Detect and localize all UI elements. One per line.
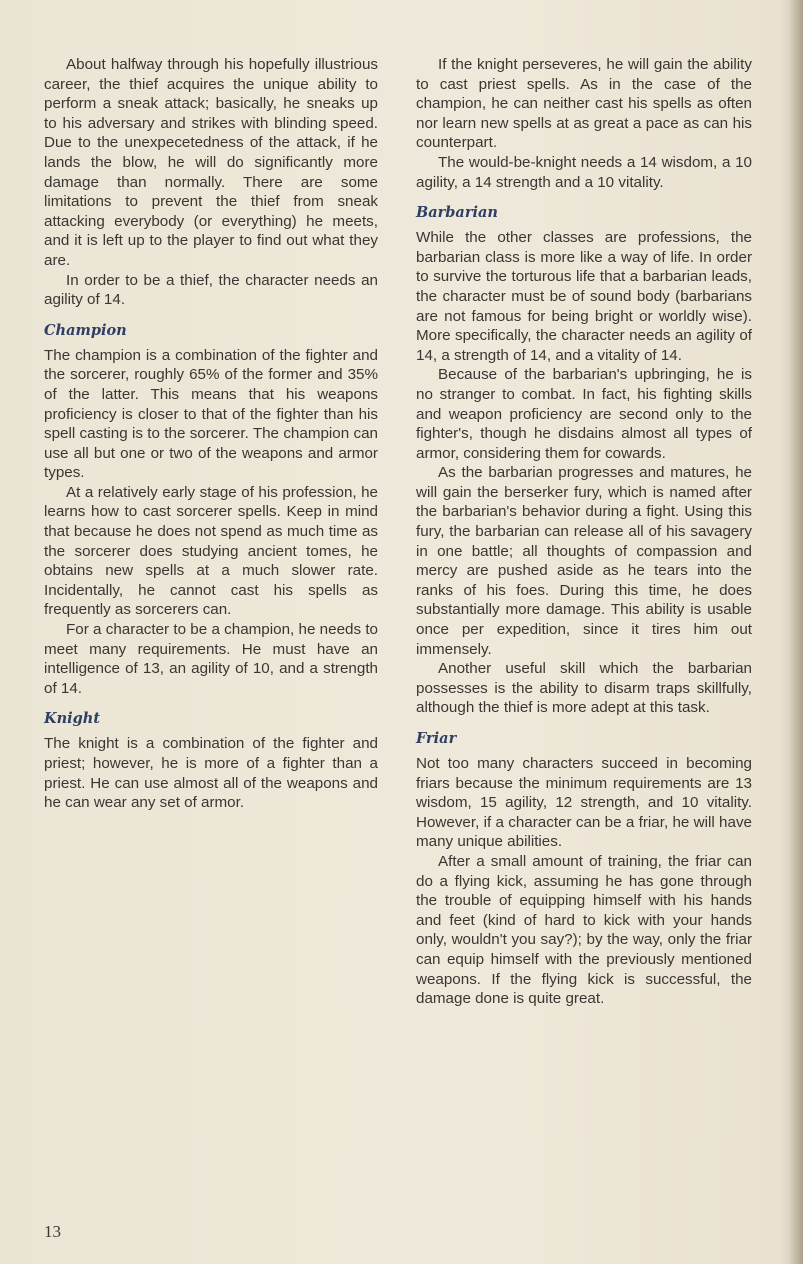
right-column bbox=[416, 55, 752, 1009]
knight-paragraph-2: If the knight perseveres, he will gain the ability to cast priest spells. As in the case of the champion, he can neither cast his spells as often nor learn new spells at as great a pace as can his counterpart. bbox=[416, 56, 752, 152]
champion-heading: Champion bbox=[44, 321, 127, 339]
barbarian-paragraph-3: As the barbarian progresses and matures, he will gain the berserker fury, which is named after the barbarian's behavior during a fight. Using this fury, the barbarian can release all of his savagery in one battle; all thoughts of compassion and mercy are pushed aside as he tears into the ranks of his foes. During this time, he does substantially more damage. This ability is usable once per expedition, since it tires him out immensely. bbox=[416, 464, 752, 658]
left-column bbox=[44, 55, 378, 813]
knight-requirements-paragraph: The would-be-knight needs a 14 wisdom, a 10 agility, a 14 strength and a 10 vitality. bbox=[416, 153, 752, 191]
page-edge-shadow bbox=[789, 0, 803, 1264]
friar-paragraph-2: After a small amount of training, the friar can do a flying kick, assuming he has gone through the trouble of equipping himself with his hands and feet (kind of hard to kick with your hands only, wouldn't you say?); by the way, only the friar can equip himself with the previously mentioned weapons. If the flying kick is successful, the damage done is quite great. bbox=[416, 852, 752, 1008]
friar-heading: Friar bbox=[416, 730, 457, 747]
page-number: 13 bbox=[44, 1222, 61, 1241]
knight-paragraph-1: The knight is a combination of the fighter and priest; however, he is more of a fighter than a priest. He can use almost all of the weapons and he can wear any set of armor. bbox=[44, 735, 378, 812]
barbarian-paragraph-1: While the other classes are professions, the barbarian class is more like a way of life. In order to survive the torturous life that a barbarian leads, the character must be of sound body (barbarians are not famous for being bright or worldly wise). More specifically, the character needs an agility of 14, a strength of 14, and a vitality of 14. bbox=[416, 229, 752, 364]
thief-requirements-paragraph: In order to be a thief, the character needs an agility of 14. bbox=[44, 271, 378, 309]
champion-paragraph-2: At a relatively early stage of his profession, he learns how to cast sorcerer spells. Keep in mind that because he does not spend as much time as the sorcerer does studying ancient tomes, he obtains new spells at a much slower rate. Incidentally, he cannot cast his spells as frequently as sorcerers can. bbox=[44, 483, 378, 619]
champion-paragraph-1: The champion is a combination of the fighter and the sorcerer, roughly 65% of the former and 35% of the latter. This means that his weapons proficiency is closer to that of the fighter than his spell casting is to the sorcerer. The champion can use all but one or two of the weapons and armor types. bbox=[44, 346, 378, 482]
barbarian-heading: Barbarian bbox=[416, 204, 498, 222]
barbarian-paragraph-2: Because of the barbarian's upbringing, he is no stranger to combat. In fact, his fighting skills and weapon proficiency are second only to the fighter's, though he disdains almost all types of armor, considering them for cowards. bbox=[416, 366, 752, 462]
barbarian-paragraph-4: Another useful skill which the barbarian possesses is the ability to disarm traps skillfully, although the thief is more adept at this task. bbox=[416, 660, 752, 717]
champion-paragraph-3: For a character to be a champion, he needs to meet many requirements. He must have an intelligence of 13, an agility of 10, and a strength of 14. bbox=[44, 621, 378, 697]
thief-sneak-attack-paragraph: About halfway through his hopefully illustrious career, the thief acquires the unique ability to perform a sneak attack; basically, he sneaks up to his adversary and strikes with blinding speed. Due to the unexpecetedness of the attack, if he lands the blow, he will do significantly more damage than normally. There are some limitations to prevent the thief from sneak attacking everybody (or everything) he meets, and it is left up to the player to find out what they are. bbox=[44, 56, 378, 269]
friar-paragraph-1: Not too many characters succeed in becoming friars because the minimum requirements are 13 wisdom, 15 agility, 12 strength, and 10 vitality. However, if a character can be a friar, he will have many unique abilities. bbox=[416, 755, 752, 851]
knight-heading: Knight bbox=[44, 710, 101, 728]
